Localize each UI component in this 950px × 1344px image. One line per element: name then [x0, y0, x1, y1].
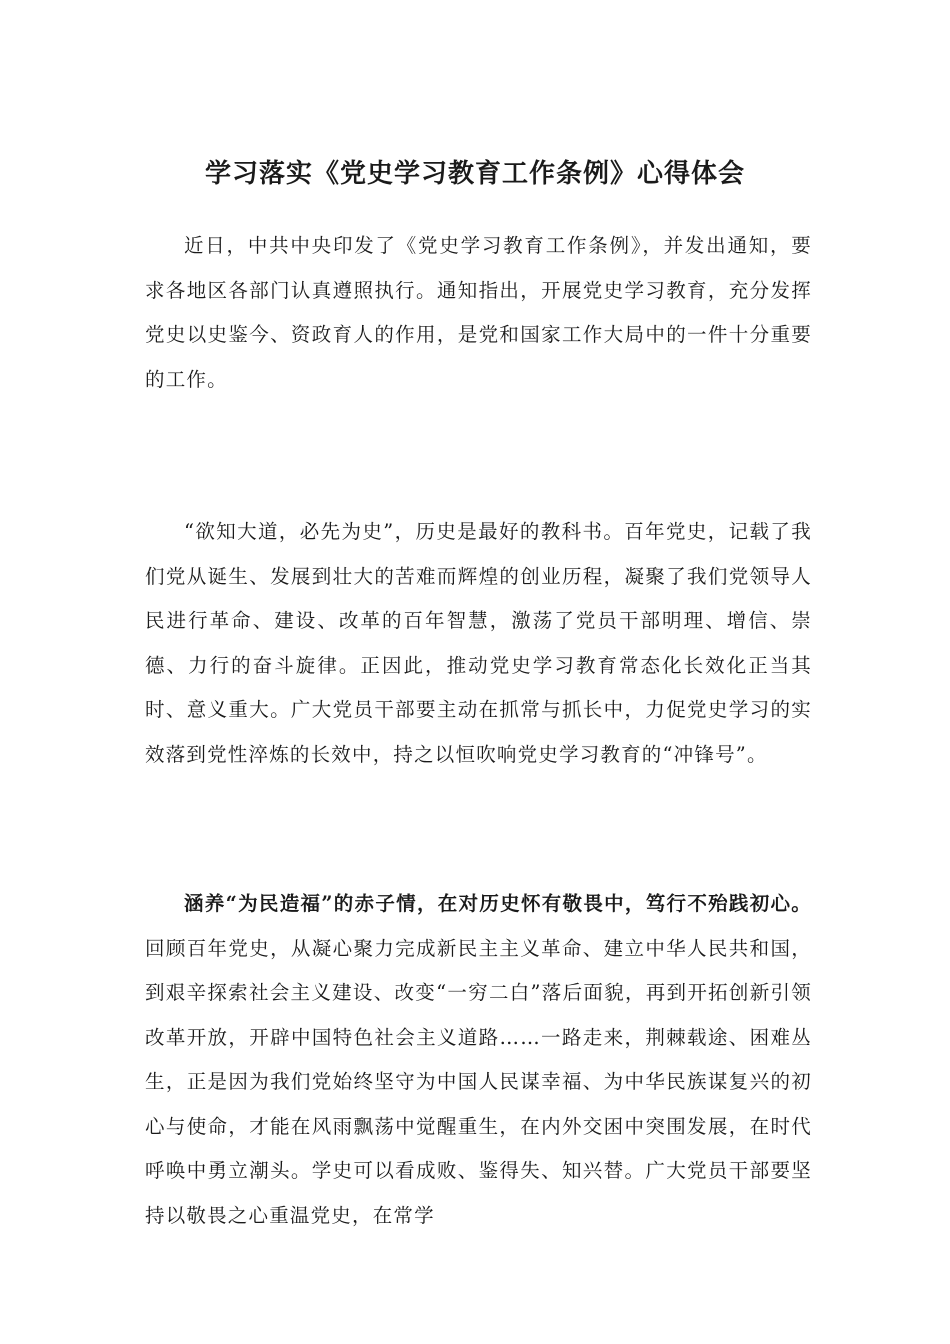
paragraph-lead-heading: 涵养“为民造福”的赤子情，在对历史怀有敬畏中，笃行不殆践初心。 — [184, 892, 812, 915]
paragraph-body: 回顾百年党史，从凝心聚力完成新民主主义革命、建立中华人民共和国，到艰辛探索社会主义建设、改变“一穷二白”落后面貌，再到开拓创新引领改革开放，开辟中国特色社会主义道路……一路走来，荆棘载途、困难丛生，正是因为我们党始终坚守为中国人民谋幸福、为中华民族谋复兴的初心与使命，才能在风雨飘荡中觉醒重生，在内外交困中突围发展，在时代呼唤中勇立潮头。学史可以看成败、鉴得失、知兴替。广大党员干部要坚持以敬畏之心重温党史，在常学 — [145, 936, 812, 1227]
document-title: 学习落实《党史学习教育工作条例》心得体会 — [204, 159, 745, 189]
paragraph-original-aspiration — [145, 882, 812, 1238]
paragraph-intro: 近日，中共中央印发了《党史学习教育工作条例》，并发出通知，要求各地区各部门认真遵照执行。通知指出，开展党史学习教育，充分发挥党史以史鉴今、资政育人的作用，是党和国家工作大局中的一件十分重要的工作。 — [145, 234, 812, 391]
paragraph-history: “欲知大道，必先为史”，历史是最好的教科书。百年党史，记载了我们党从诞生、发展到壮大的苦难而辉煌的创业历程，凝聚了我们党领导人民进行革命、建设、改革的百年智慧，激荡了党员干部明理、增信、崇德、力行的奋斗旋律。正因此，推动党史学习教育常态化长效化正当其时、意义重大。广大党员干部要主动在抓常与抓长中，力促党史学习的实效落到党性淬炼的长效中，持之以恒吹响党史学习教育的“冲锋号”。 — [145, 520, 812, 766]
